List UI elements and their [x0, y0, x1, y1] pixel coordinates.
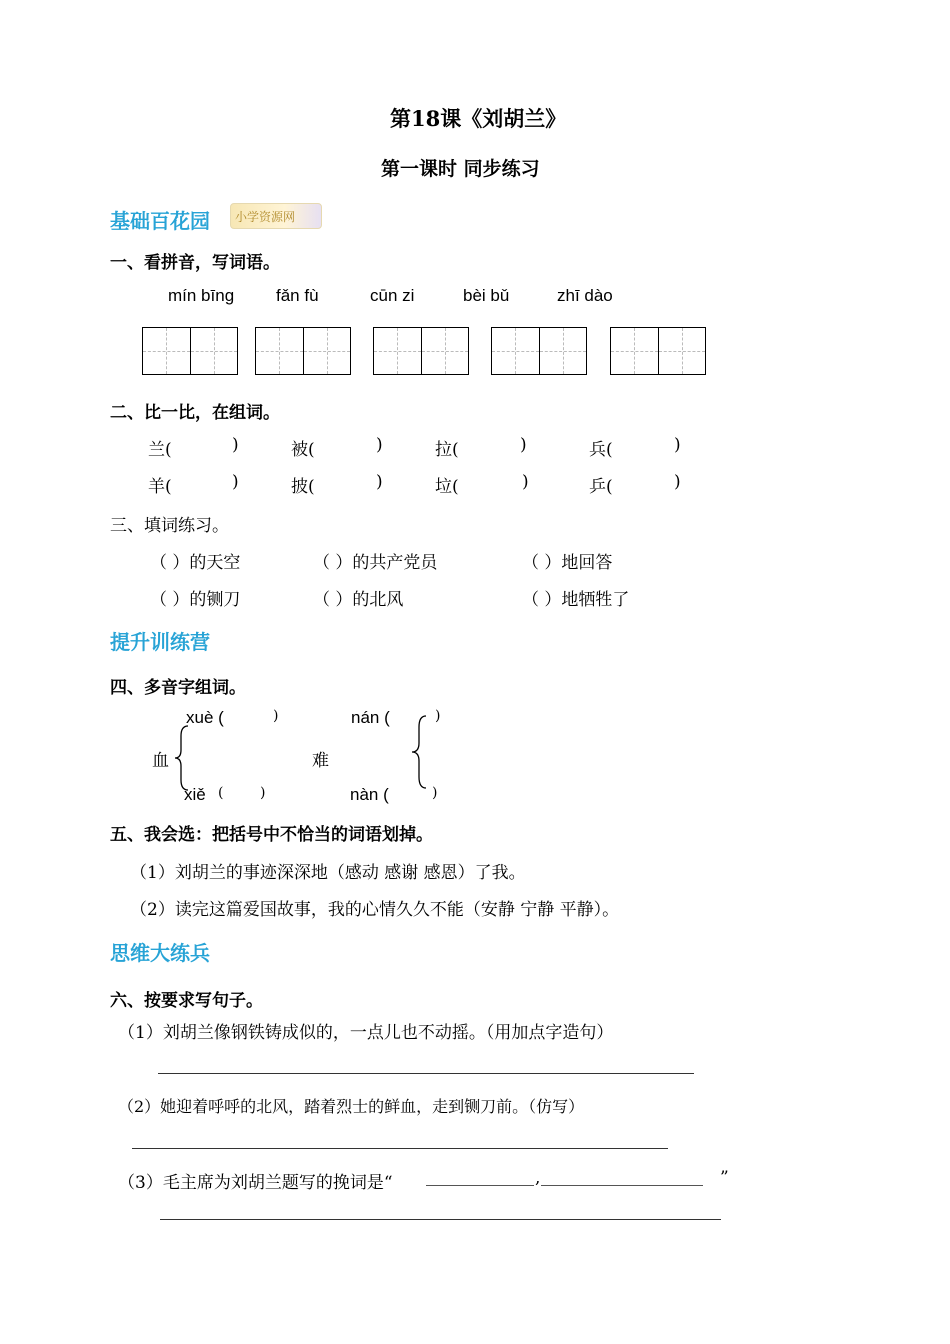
- section-thinking-heading: 思维大练兵: [110, 941, 210, 965]
- q5-sentence-1: （1）刘胡兰的事迹深深地（感动 感谢 感恩）了我。: [130, 863, 526, 883]
- q4-nan2-pinyin: nán (: [351, 708, 390, 727]
- logo-text: 小学资源网: [235, 209, 296, 224]
- q2-close: ): [522, 472, 529, 492]
- logo: [230, 203, 322, 229]
- q4-close: ): [273, 708, 279, 724]
- q4-heading: 四、多音字组词。: [110, 678, 246, 698]
- left-brace-icon: [408, 714, 430, 790]
- q2-close: ): [376, 435, 383, 455]
- q6-sentence-3: （3）毛主席为刘胡兰题写的挽词是“: [118, 1173, 393, 1193]
- answer-line-1[interactable]: [158, 1073, 694, 1074]
- q3-heading: 三、填词练习。: [110, 516, 229, 536]
- q3-item: （ ）地牺牲了: [522, 590, 630, 610]
- q4-close: ): [432, 785, 438, 801]
- answer-line-3[interactable]: [160, 1219, 721, 1220]
- q4-nan4-pinyin: nàn (: [350, 785, 389, 804]
- q6-close-quote: ”: [720, 1168, 729, 1188]
- q1-heading: 一、看拼音，写词语。: [110, 253, 280, 273]
- blank-line-1[interactable]: [426, 1185, 534, 1186]
- writing-grid-1[interactable]: [142, 327, 238, 375]
- q2-item: 垃(: [435, 477, 459, 497]
- pinyin-3: cūn zi: [370, 286, 415, 305]
- q2-item: 兰(: [148, 440, 172, 460]
- answer-line-2[interactable]: [132, 1148, 668, 1149]
- section-improve-heading: 提升训练营: [110, 630, 210, 654]
- q6-sentence-1: （1）刘胡兰像钢铁铸成似的，一点儿也不动摇。（用加点字造句）: [118, 1023, 614, 1043]
- pinyin-4: bèi bǔ: [463, 286, 510, 305]
- q5-heading: 五、我会选：把括号中不恰当的词语划掉。: [110, 825, 433, 845]
- q2-item: 被(: [291, 440, 315, 460]
- page-title: 第18课《刘胡兰》: [390, 106, 567, 131]
- writing-grid-4[interactable]: [491, 327, 587, 375]
- q4-open: (: [218, 785, 224, 801]
- q2-item: 乒(: [589, 477, 613, 497]
- q4-char-nan: 难: [312, 751, 329, 771]
- q2-heading: 二、比一比，在组词。: [110, 403, 280, 423]
- q4-xie-pinyin: xiě: [184, 785, 206, 804]
- q4-xue-pinyin: xuè (: [186, 708, 224, 727]
- q3-item: （ ）的铡刀: [150, 590, 241, 610]
- q6-heading: 六、按要求写句子。: [110, 991, 263, 1011]
- q2-close: ): [674, 472, 681, 492]
- left-brace-icon: [172, 724, 192, 792]
- pinyin-1: mín bīng: [168, 286, 235, 305]
- q4-char-xue: 血: [152, 751, 169, 771]
- q4-close: ): [260, 785, 266, 801]
- q3-item: （ ）的天空: [150, 553, 241, 573]
- q3-item: （ ）的北风: [313, 590, 404, 610]
- q2-close: ): [520, 435, 527, 455]
- q3-item: （ ）地回答: [522, 553, 613, 573]
- pinyin-2: fǎn fù: [276, 286, 319, 305]
- writing-grid-2[interactable]: [255, 327, 351, 375]
- q2-close: ): [376, 472, 383, 492]
- q5-sentence-2: （2）读完这篇爱国故事，我的心情久久不能（安静 宁静 平静）。: [130, 900, 620, 920]
- q2-close: ): [232, 472, 239, 492]
- q3-item: （ ）的共产党员: [313, 553, 438, 573]
- q2-item: 兵(: [589, 440, 613, 460]
- q2-close: ): [674, 435, 681, 455]
- q2-item: 羊(: [148, 477, 172, 497]
- page-subtitle: 第一课时 同步练习: [381, 158, 540, 180]
- q2-close: ): [232, 435, 239, 455]
- q4-close: ): [435, 708, 441, 724]
- q6-sentence-2: （2）她迎着呼呼的北风，踏着烈士的鲜血，走到铡刀前。（仿写）: [118, 1097, 585, 1116]
- blank-line-2[interactable]: [541, 1185, 703, 1186]
- writing-grid-3[interactable]: [373, 327, 469, 375]
- q2-item: 拉(: [435, 440, 459, 460]
- section-basic-heading: 基础百花园: [110, 209, 210, 233]
- q2-item: 披(: [291, 477, 315, 497]
- pinyin-5: zhī dào: [557, 286, 613, 305]
- q6-comma: ,: [535, 1168, 541, 1188]
- writing-grid-5[interactable]: [610, 327, 706, 375]
